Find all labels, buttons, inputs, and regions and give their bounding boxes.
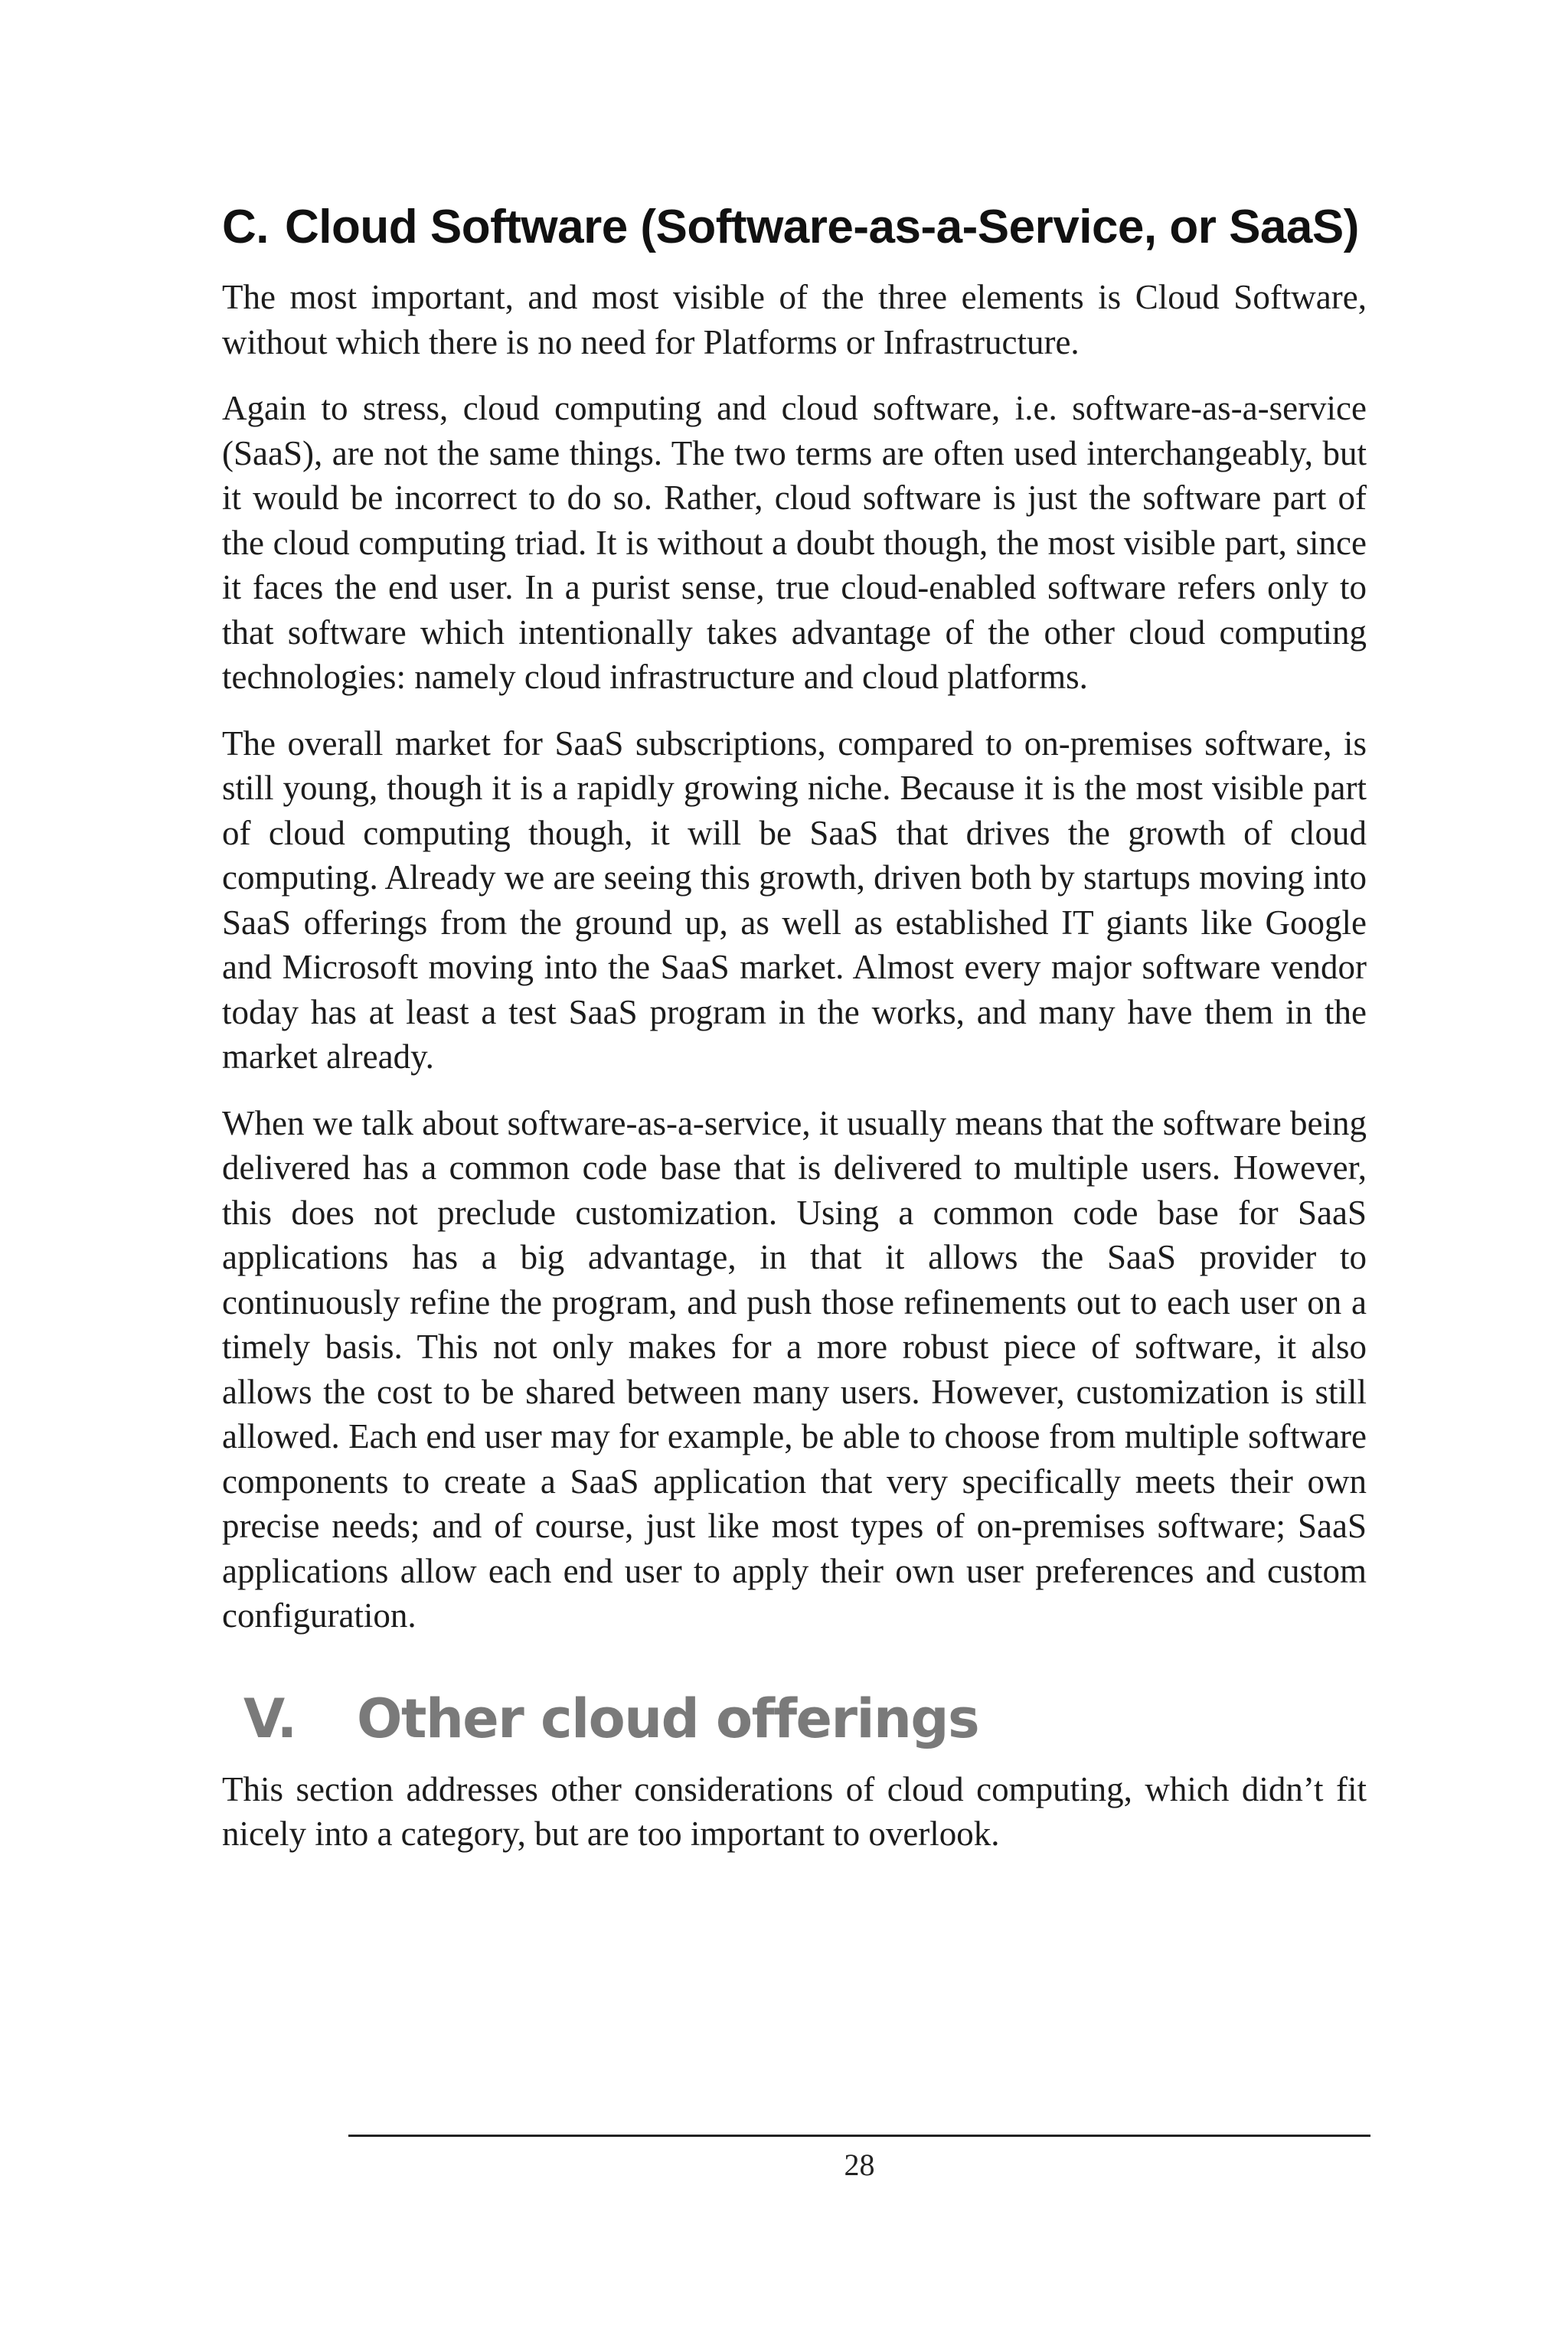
paragraph-customization: When we talk about software-as-a-service, it usually means that the software being delivered has a common code base that is delivered to multiple users. However, this does not preclude customization. Using a common code base for SaaS applications has a big advantage, in that it allows the SaaS provider to continuously refine the program, and push those refinements out to each user on a timely basis. This not only makes for a more robust piece of software, it also allows the cost to be shared between many users. However, customization is still allowed. Each end user may for example, be able to choose from multiple software components to create a SaaS application that very specifically meets their own precise needs; and of course, just like most types of on-premises software; SaaS applications allow each end user to apply their own user preferences and custom configuration.: [222, 1103, 1367, 1635]
paragraph-distinction: Again to stress, cloud computing and cloud software, i.e. software-as-a-service (SaaS), are not the same things. The two terms are often used interchangeably, but it would be incorrect to do so. Rather, cloud software is just the software part of the cloud computing triad. It is without a doubt though, the most visible part, since it faces the end user. In a purist sense, true cloud-enabled software refers only to that software which intentionally takes advantage of the other cloud computing technologies: namely cloud infrastructure and cloud platforms.: [222, 389, 1367, 696]
page-content: [222, 195, 1367, 1878]
subsection-title: Cloud Software (Software-as-a-Service, or SaaS): [285, 201, 1359, 253]
page-number: 28: [844, 2148, 875, 2182]
paragraph-section-intro: This section addresses other considerations of cloud computing, which didn’t fit nicely into a category, but are too important to overlook.: [222, 1769, 1367, 1853]
section-title: Other cloud offerings: [357, 1687, 979, 1750]
section-numeral: V.: [243, 1687, 296, 1750]
subsection-letter: C.: [222, 201, 269, 253]
paragraph-market: The overall market for SaaS subscriptions, compared to on-premises software, is still young, though it is a rapidly growing niche. Because it is the most visible part of cloud computing though, it will be SaaS that drives the growth of cloud computing. Already we are seeing this growth, driven both by startups moving into SaaS offerings from the ground up, as well as established IT giants like Google and Microsoft moving into the SaaS market. Almost every major software vendor today has at least a test SaaS program in the works, and many have them in the market already.: [222, 724, 1367, 1076]
paragraph-intro: The most important, and most visible of the three elements is Cloud Software, without which there is no need for Platforms or Infrastructure.: [222, 278, 1367, 361]
footer-divider: [348, 2135, 1370, 2137]
subsection-heading: [222, 195, 1367, 260]
section-heading: [243, 1684, 1367, 1753]
